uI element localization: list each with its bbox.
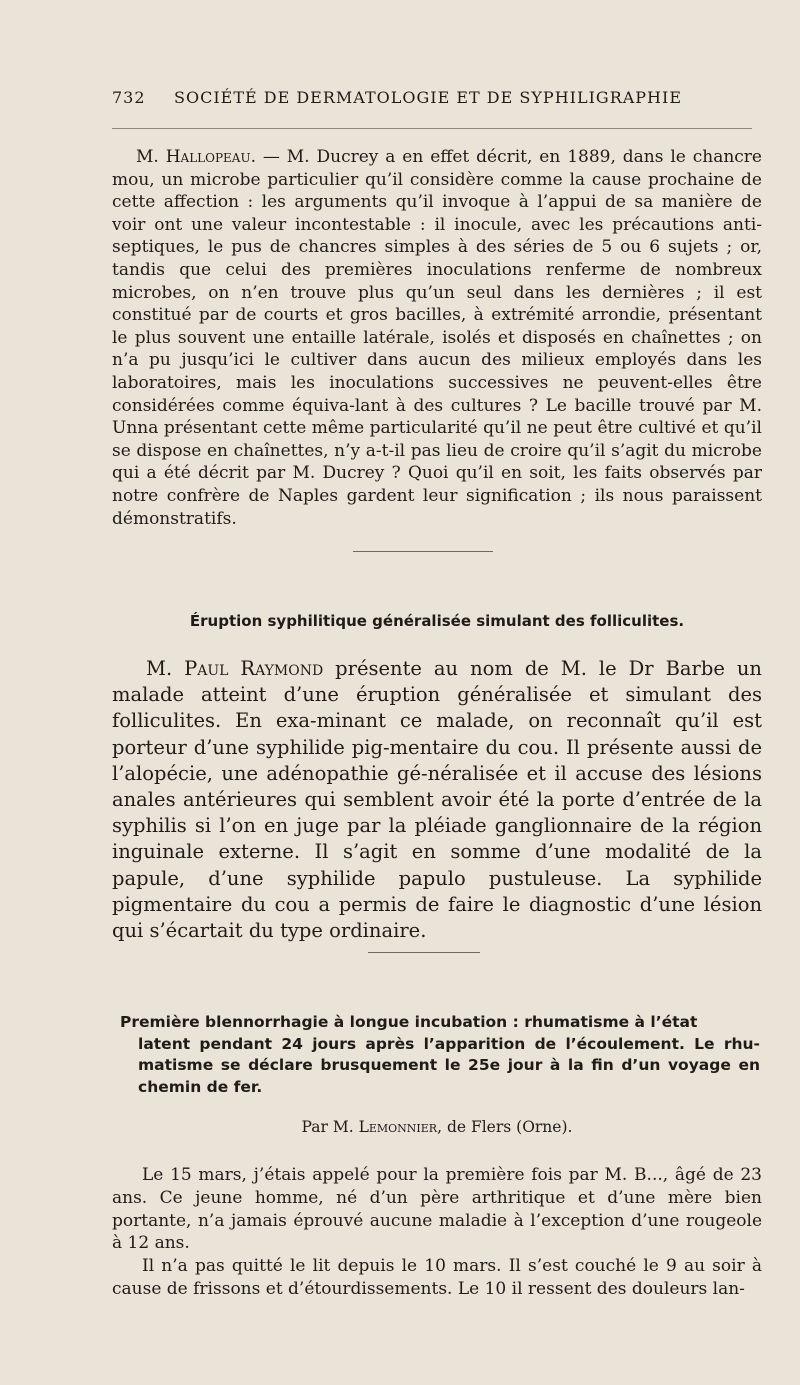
discussion-text: — M. Ducrey a en effet décrit, en 1889, dans le chancre mou, un microbe particulier qu’il considère comme la cause prochaine de cette affection : les arguments qu’il invoque à l’appui de sa manière de voir ont une valeur incontestable : il inocule, avec les précautions anti-septiques, le pus de chancres simples à des séries de 5 ou 6 sujets ; or, tandis que celui des premières inoculations renferme de nombreux microbes, on n’en trouve plus qu’un seul dans les dernières ; il est constitué par de courts et gros bacilles, à extrémité arrondie, présentant le plus souvent une entaille latérale, isolés et disposés en chaînettes ; on n’a pu jusqu’ici le cultiver dans aucun des milieux employés dans les laboratoires, mais les inoculations successives ne peuvent-elles être considérées comme équiva-lant à des cultures ? Le bacille trouvé par M. Unna présentant cette même particularité qu’il ne peut être cultivé et qu’il se dispose en chaînettes, n’y a-t-il pas lieu de croire qu’il s’agit du microbe qui a été décrit par M. Ducrey ? Quoi qu’il en soit, les faits observés par notre confrère de Naples gardent leur signification ; ils nous paraissent démonstratifs. — [112, 147, 762, 529]
section-heading: Éruption syphilitique généralisée simulant des folliculites. — [189, 612, 685, 630]
author-name: Lemonnier — [358, 1118, 438, 1136]
section-paragraph — [112, 656, 762, 944]
header-rule — [112, 128, 752, 129]
section-divider — [353, 551, 493, 552]
section-text: présente au nom de M. le Dr Barbe un malade atteint d’une éruption généralisée et simulant des folliculites. En exa-minant ce malade, on reconnaît qu’il est porteur d’une syphilide pig-mentaire du cou. Il présente aussi de l’alopécie, une adénopathie gé-néralisée et il accuse des lésions anales antérieures qui semblent avoir été la porte d’entrée de la syphilis si l’on en juge par la pléiade ganglionnaire de la région inguinale externe. Il s’agit en somme d’une modalité de la papule, d’une syphilide papulo pustuleuse. La syphilide pigmentaire du cou a permis de faire le diagnostic d’une lésion qui s’écartait du type ordinaire. — [112, 657, 762, 943]
author-byline — [112, 1118, 762, 1136]
heading-continuation: latent pendant 24 jours après l’apparition de l’écoulement. Le rhu-matisme se déclare brusquement le 25e jour à la fin d’un voyage en chemin de fer. — [138, 1034, 760, 1096]
byline-prefix: Par M. — [301, 1118, 359, 1136]
case-report — [112, 1164, 762, 1301]
speaker-name: M. Hallopeau. — [136, 147, 256, 167]
byline-suffix: , de Flers (Orne). — [437, 1118, 573, 1136]
page-number: 732 — [112, 88, 146, 107]
heading-line: Première blennorrhagie à longue incubation : rhumatisme à l’état — [120, 1013, 698, 1031]
running-title: SOCIÉTÉ DE DERMATOLOGIE ET DE SYPHILIGRAPHIE — [174, 88, 683, 107]
section-divider — [368, 952, 480, 953]
discussion-paragraph — [112, 146, 762, 530]
section-heading — [120, 1012, 760, 1098]
paragraph: Il n’a pas quitté le lit depuis le 10 mars. Il s’est couché le 9 au soir à cause de frissons et d’étourdissements. Le 10 il ressent des douleurs lan- — [112, 1256, 762, 1299]
speaker-name: M. Paul Raymond — [146, 657, 324, 680]
paragraph: Le 15 mars, j’étais appelé pour la première fois par M. B..., âgé de 23 ans. Ce jeune homme, né d’un père arthritique et d’une mère bien portante, n’a jamais éprouvé aucune maladie à l’exception d’une rougeole à 12 ans. — [112, 1165, 762, 1254]
